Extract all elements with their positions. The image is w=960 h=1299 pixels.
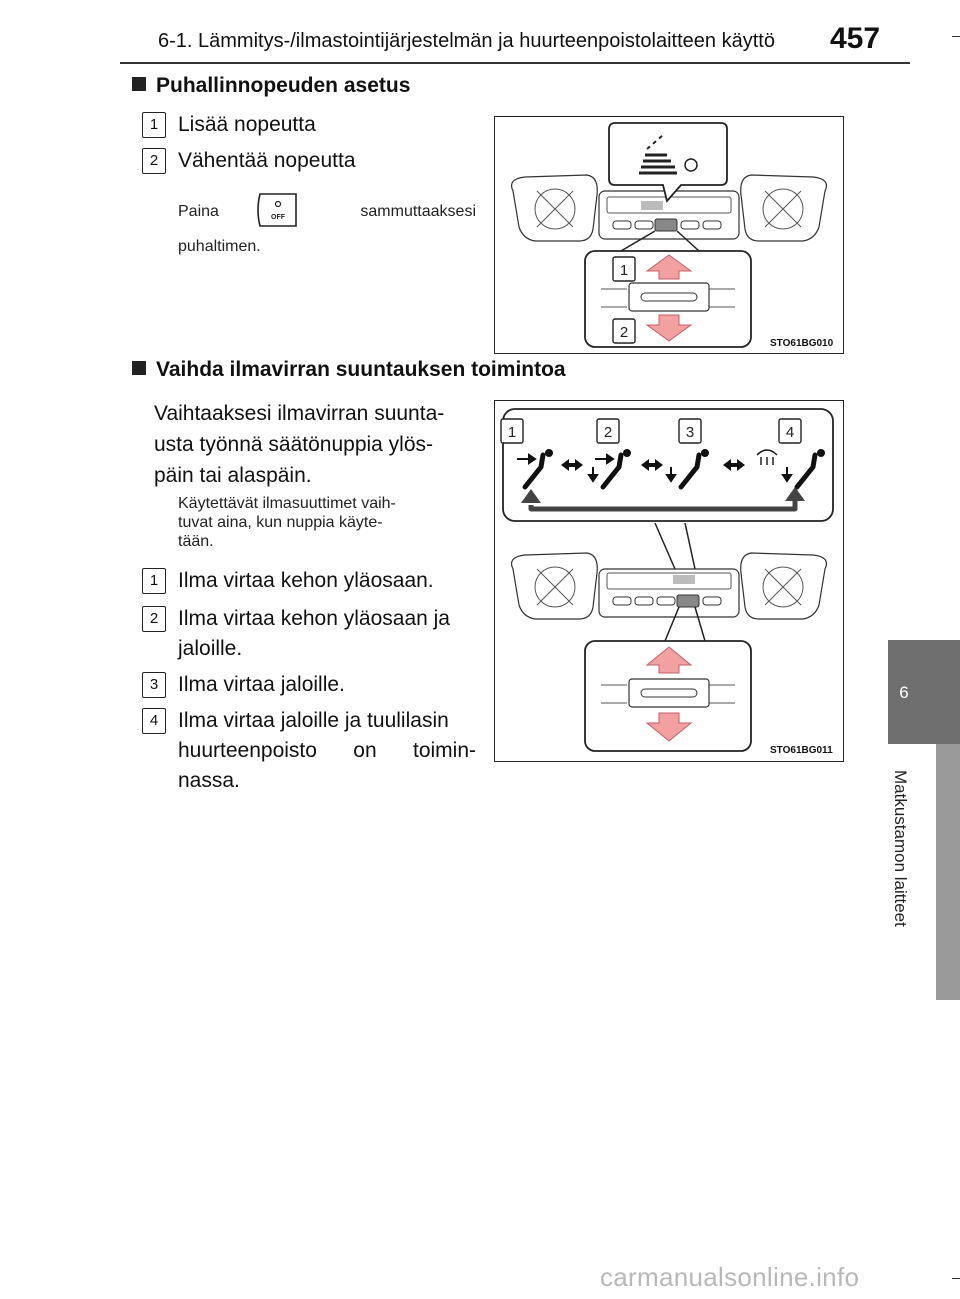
crop-mark [952,36,960,37]
note-paragraph [178,494,476,551]
square-bullet-icon [132,361,146,375]
item-line: Ilma virtaa kehon yläosaan. [178,569,434,592]
item-text [178,566,476,596]
figure-fan-speed [494,116,844,354]
number-badge: 1 [142,568,166,594]
intro-line: usta työnnä säätönuppia ylös- [154,433,434,456]
note-line: tään. [178,533,214,550]
chapter-number: 6 [899,683,909,702]
note-line: Käytettävät ilmasuuttimet vaih- [178,495,396,512]
figure-callout-number: 2 [603,424,613,441]
item-text: Vähentää nopeutta [178,149,356,172]
page-header-title: 6-1. Lämmitys-/ilmastointijärjestelmän ja huurteenpoistolaitteen käyttö [158,30,775,52]
button-label: OFF [271,214,285,221]
note-text-paina: Paina [178,203,219,220]
item-line: nassa. [178,769,240,792]
section-heading-fan-speed [132,74,410,98]
note-line: tuvat aina, kun nuppia käyte- [178,514,383,531]
item-line: Ilma virtaa jaloille ja tuulilasin [178,709,449,732]
header-rule [120,62,910,64]
item-text [178,670,476,700]
figure-callout-number: 1 [507,424,517,441]
fan-off-button-icon [252,190,300,230]
figure-airflow-modes [494,400,844,762]
section-heading-airflow [132,358,566,382]
item-text [178,604,476,664]
chapter-tab-strip [936,744,960,1000]
item-text: Lisää nopeutta [178,113,316,136]
item-text [178,706,476,796]
note-text-line2: puhaltimen. [178,238,261,255]
figure-callout-number: 2 [619,324,629,341]
section-heading-text: Vaihda ilmavirran suuntauksen toimintoa [156,358,566,381]
intro-paragraph [154,398,476,491]
item-line: huurteenpoisto on toimin- [178,739,476,762]
number-badge: 1 [142,112,166,138]
crop-mark [952,1278,960,1279]
item-line: Ilma virtaa kehon yläosaan ja [178,607,450,630]
number-badge: 4 [142,708,166,734]
item-line: jaloille. [178,637,243,660]
square-bullet-icon [132,77,146,91]
figure-code: STO61BG011 [770,745,833,756]
figure-code: STO61BG010 [770,338,834,349]
figure-callout-number: 3 [685,424,695,441]
watermark: carmanualsonline.info [600,1262,860,1292]
item-line: Ilma virtaa jaloille. [178,673,345,696]
page-number: 457 [830,22,881,55]
figure-callout-number: 1 [619,262,629,279]
section-heading-text: Puhallinnopeuden asetus [156,74,411,97]
number-badge: 2 [142,148,166,174]
intro-line: päin tai alaspäin. [154,464,312,487]
chapter-label: Matkustamon laitteet [891,770,910,927]
figure-callout-number: 4 [785,424,795,441]
intro-line: Vaihtaaksesi ilmavirran suunta- [154,402,445,425]
note-text-rest: sammuttaaksesi [360,203,476,220]
number-badge: 3 [142,672,166,698]
number-badge: 2 [142,606,166,632]
